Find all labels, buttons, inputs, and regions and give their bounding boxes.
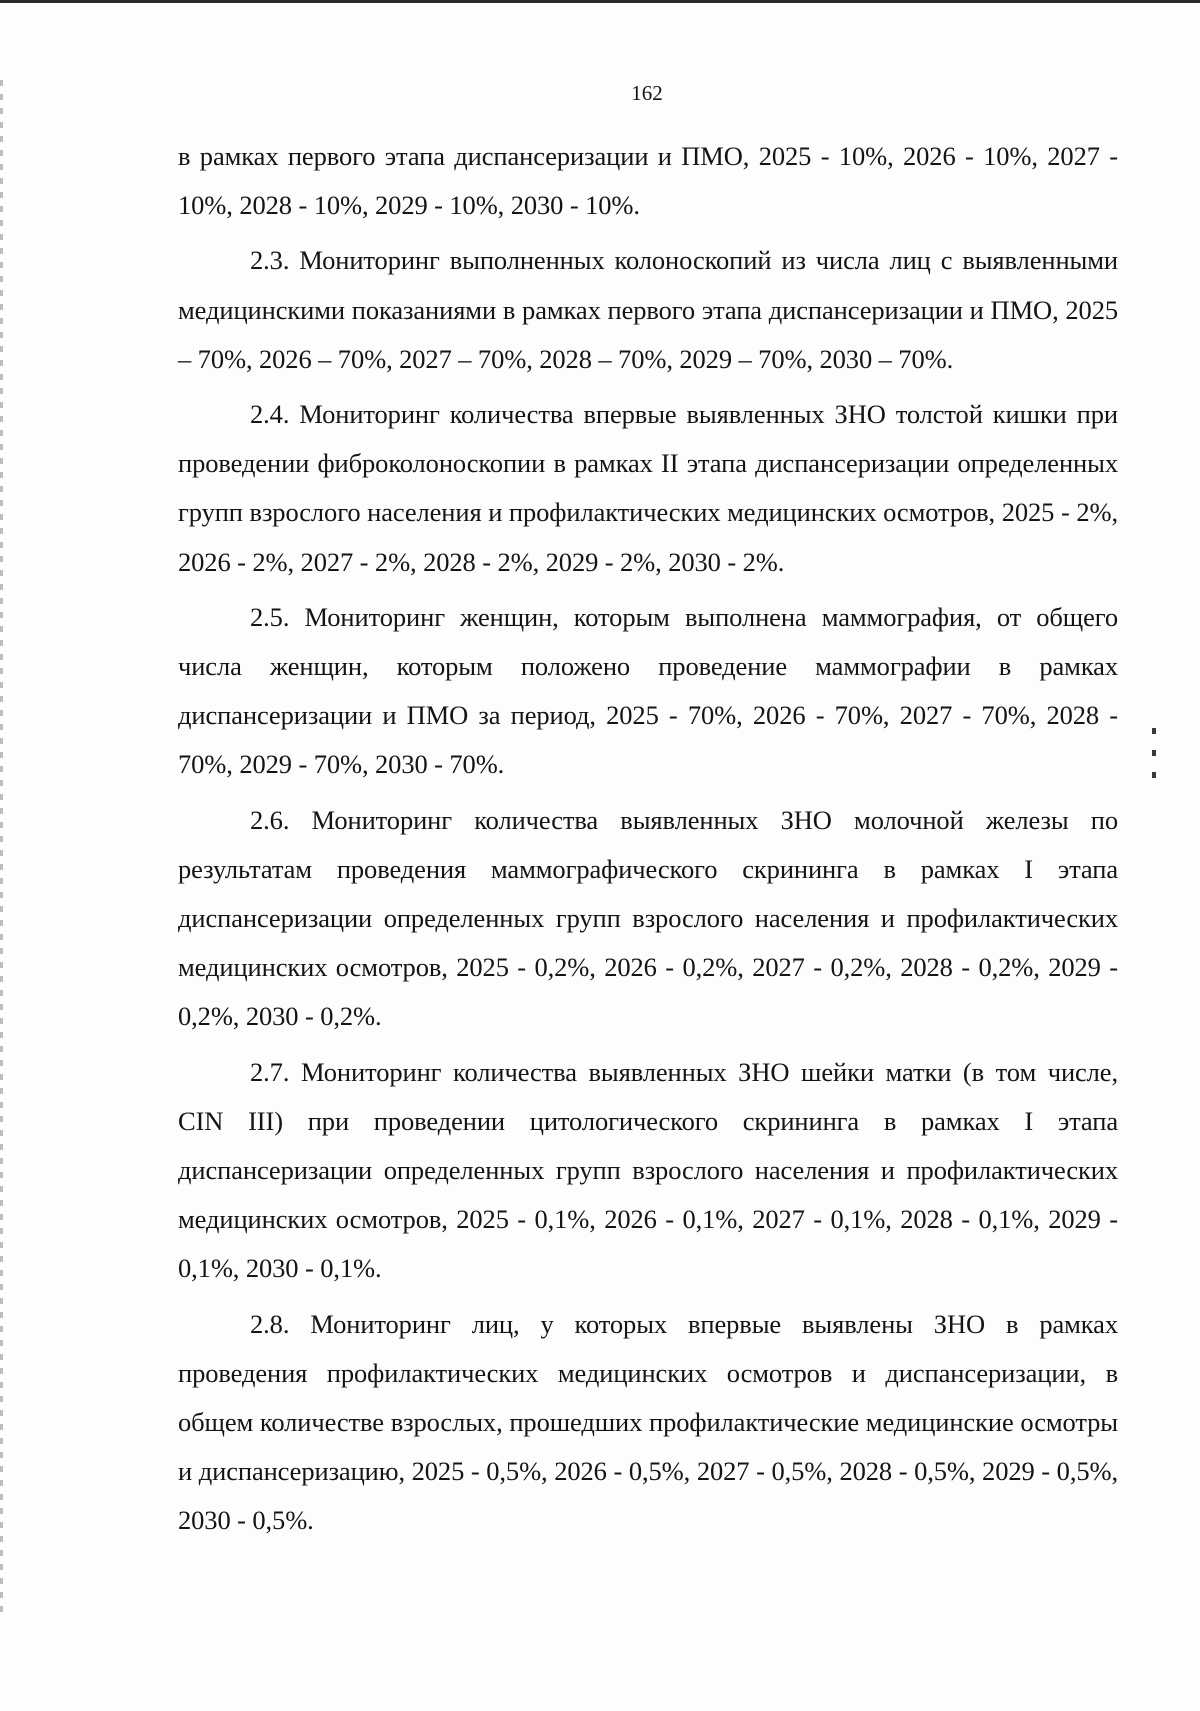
paragraph-2-4: 2.4. Мониторинг количества впервые выявленных ЗНО толстой кишки при проведении фиброколоноскопии в рамках II этапа диспансеризации определенных групп взрослого населения и профилактических медицинских осмотров, 2025 - 2%, 2026 - 2%, 2027 - 2%, 2028 - 2%, 2029 - 2%, 2030 - 2%. (178, 399, 1118, 577)
paragraph-2-8: 2.8. Мониторинг лиц, у которых впервые выявлены ЗНО в рамках проведения профилактических медицинских осмотров и диспансеризации, в общем количестве взрослых, прошедших профилактические медицинские осмотры и диспансеризацию, 2025 - 0,5%, 2026 - 0,5%, 2027 - 0,5%, 2028 - 0,5%, 2029 - 0,5%, 2030 - 0,5%. (178, 1308, 1118, 1536)
paragraph-2-7: 2.7. Мониторинг количества выявленных ЗНО шейки матки (в том числе, CIN III) при проведении цитологического скрининга в рамках I этапа диспансеризации определенных групп взрослого населения и профилактических медицинских осмотров, 2025 - 0,1%, 2026 - 0,1%, 2027 - 0,1%, 2028 - 0,1%, 2029 - 0,1%, 2030 - 0,1%. (178, 1056, 1118, 1284)
document-body (178, 132, 1118, 1552)
top-border (0, 0, 1200, 3)
paragraph-2-3: 2.3. Мониторинг выполненных колоноскопий из числа лиц с выявленными медицинскими показаниями в рамках первого этапа диспансеризации и ПМО, 2025 – 70%, 2026 – 70%, 2027 – 70%, 2028 – 70%, 2029 – 70%, 2030 – 70%. (178, 245, 1118, 374)
paragraph-2-5: 2.5. Мониторинг женщин, которым выполнена маммография, от общего числа женщин, которым положено проведение маммографии в рамках диспансеризации и ПМО за период, 2025 - 70%, 2026 - 70%, 2027 - 70%, 2028 - 70%, 2029 - 70%, 2030 - 70%. (178, 601, 1118, 780)
paragraph-2-6: 2.6. Мониторинг количества выявленных ЗНО молочной железы по результатам проведения маммографического скрининга в рамках I этапа диспансеризации определенных групп взрослого населения и профилактических медицинских осмотров, 2025 - 0,2%, 2026 - 0,2%, 2027 - 0,2%, 2028 - 0,2%, 2029 - 0,2%, 2030 - 0,2%. (178, 804, 1118, 1032)
scan-left-edge (0, 80, 3, 1620)
page-number: 162 (631, 81, 663, 105)
scan-margin-marks (1152, 728, 1156, 790)
paragraph-continuation: в рамках первого этапа диспансеризации и ПМО, 2025 - 10%, 2026 - 10%, 2027 - 10%, 2028 - 10%, 2029 - 10%, 2030 - 10%. (178, 141, 1118, 221)
